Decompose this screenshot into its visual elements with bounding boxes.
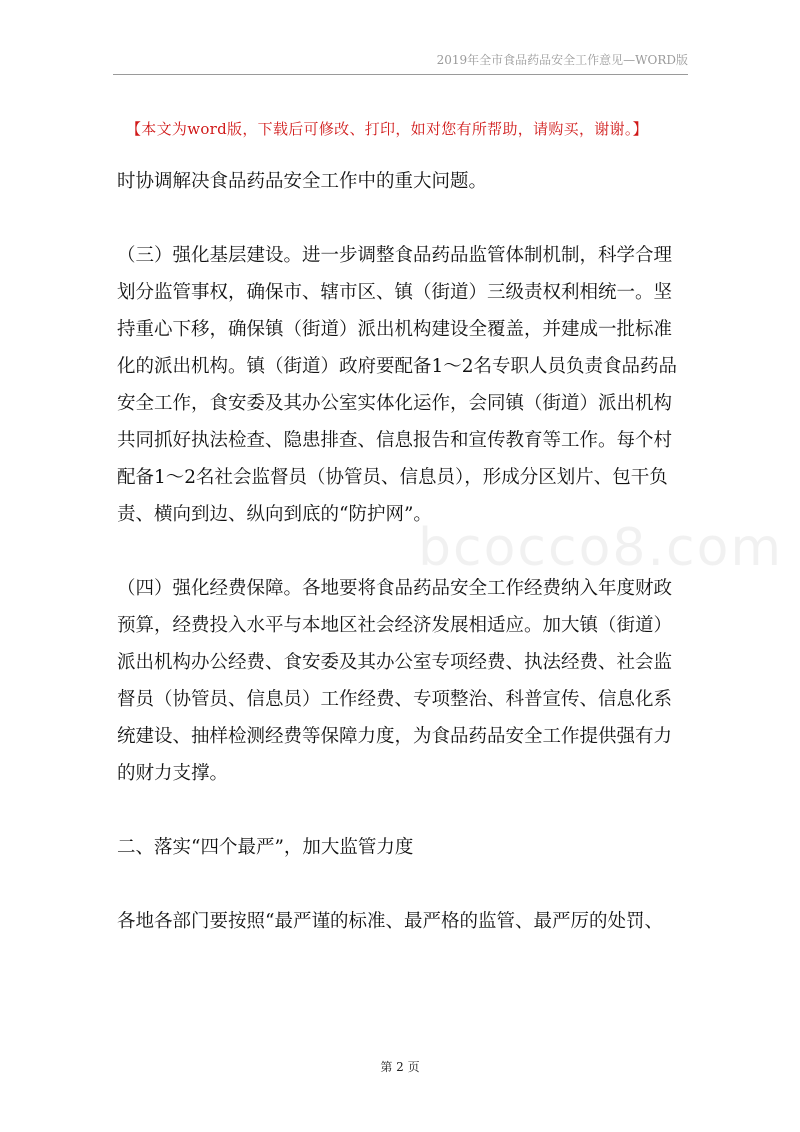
page-footer: [0, 1058, 800, 1075]
page-header: [113, 52, 688, 75]
watermark: bcocco8.com: [418, 518, 784, 578]
paragraph-four-strictest: 各地各部门要按照“最严谨的标准、最严格的监管、最严厉的处罚、: [117, 911, 663, 932]
paragraph-gap: [117, 533, 687, 570]
page-number: 第 2 页: [380, 1060, 420, 1074]
paragraph-gap: [117, 200, 687, 237]
paragraph-gap: [117, 792, 687, 829]
document-body: [117, 163, 687, 940]
purchase-notice: 【本文为word版，下载后可修改、打印，如对您有所帮助，请购买，谢谢。】: [126, 120, 648, 138]
paragraph-continuation: 时协调解决食品药品安全工作中的重大问题。: [117, 171, 488, 192]
paragraph-funding-guarantee: （四）强化经费保障。各地要将食品药品安全工作经费纳入年度财政预算，经费投入水平与本地区社会经济发展相适应。加大镇（街道）派出机构办公经费、食安委及其办公室专项经费、执法经费、社会监督员（协管员、信息员）工作经费、专项整治、科普宣传、信息化系统建设、抽样检测经费等保障力度，为食品药品安全工作提供强有力的财力支撑。: [117, 578, 673, 784]
section-heading: 二、落实“四个最严”，加大监管力度: [117, 837, 414, 858]
paragraph-gap: [117, 866, 687, 903]
header-title: 2019年全市食品药品安全工作意见—WORD版: [436, 53, 688, 67]
paragraph-grassroots-construction: （三）强化基层建设。进一步调整食品药品监管体制机制，科学合理划分监管事权，确保市、辖市区、镇（街道）三级责权利相统一。坚持重心下移，确保镇（街道）派出机构建设全覆盖，并建成一批标准化的派出机构。镇（街道）政府要配备1～2名专职人员负责食品药品安全工作，食安委及其办公室实体化运作，会同镇（街道）派出机构共同抓好执法检查、隐患排查、信息报告和宣传教育等工作。每个村配备1～2名社会监督员（协管员、信息员），形成分区划片、包干负责、横向到边、纵向到底的“防护网”。: [117, 245, 678, 525]
